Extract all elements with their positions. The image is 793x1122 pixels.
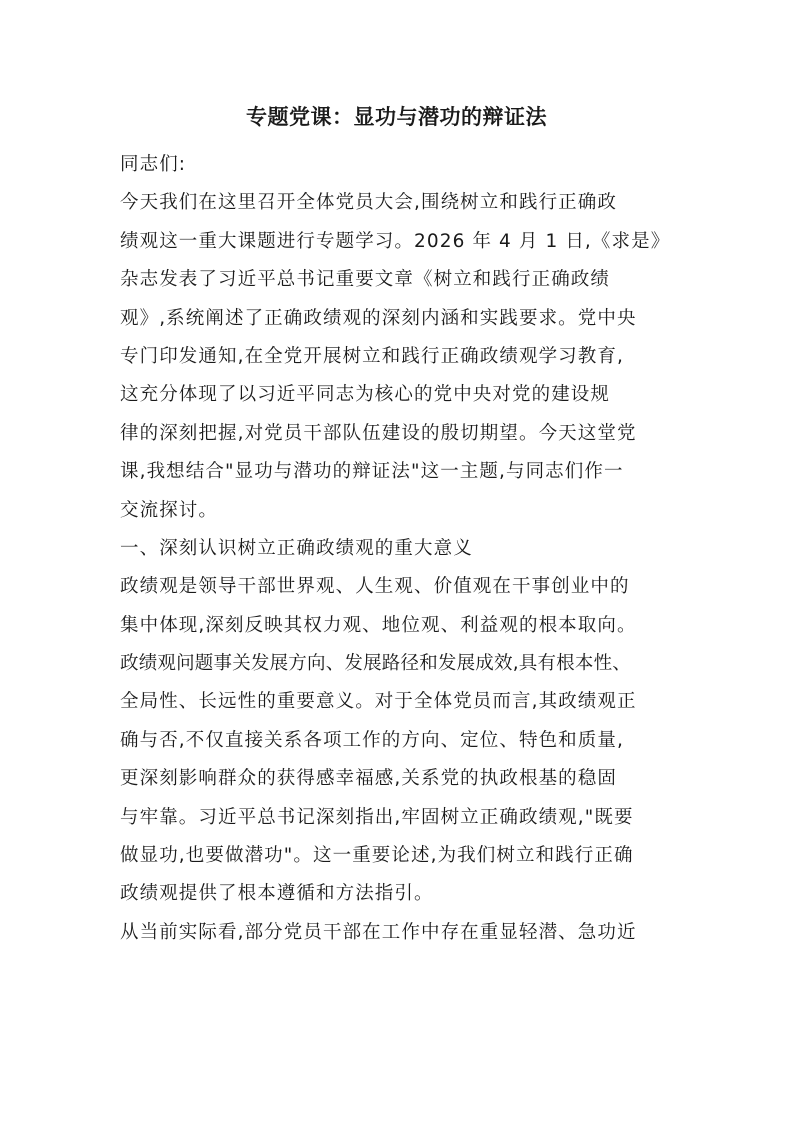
- paragraph-line: 更深刻影响群众的获得感幸福感,关系党的执政根基的稳固: [120, 768, 617, 790]
- salutation-line: 同志们:: [120, 154, 187, 175]
- paragraph-line: 做显功,也要做潜功"。这一重要论述,为我们树立和践行正确: [120, 845, 634, 867]
- paragraph-line: 政绩观是领导干部世界观、人生观、价值观在干事创业中的: [120, 576, 630, 598]
- paragraph-line: 与牢靠。习近平总书记深刻指出,牢固树立正确政绩观,"既要: [120, 806, 634, 828]
- paragraph-line: 交流探讨。: [120, 499, 219, 521]
- section-heading: 一、深刻认识树立正确政绩观的重大意义: [120, 537, 473, 559]
- paragraph-line: 课,我想结合"显功与潜功的辩证法"这一主题,与同志们作一: [120, 461, 624, 483]
- paragraph-line: 政绩观问题事关发展方向、发展路径和发展成效,具有根本性、: [120, 653, 631, 675]
- paragraph-line: 从当前实际看,部分党员干部在工作中存在重显轻潜、急功近: [120, 921, 637, 943]
- document-body: [120, 146, 690, 952]
- paragraph-line: 确与否,不仅直接关系各项工作的方向、定位、特色和质量,: [120, 729, 624, 751]
- paragraph-line: 专门印发通知,在全党开展树立和践行正确政绩观学习教育,: [120, 345, 624, 367]
- paragraph-line: 全局性、长远性的重要意义。对于全体党员而言,其政绩观正: [120, 691, 637, 713]
- paragraph-line: 这充分体现了以习近平同志为核心的党中央对党的建设规: [120, 384, 611, 406]
- paragraph-line: 集中体现,深刻反映其权力观、地位观、利益观的根本取向。: [120, 614, 637, 636]
- paragraph-line: 政绩观提供了根本遵循和方法指引。: [120, 883, 434, 905]
- paragraph-line: 律的深刻把握,对党员干部队伍建设的殷切期望。今天这堂党: [120, 422, 637, 444]
- paragraph-line: 杂志发表了习近平总书记重要文章《树立和践行正确政绩: [120, 269, 611, 291]
- document-title: 专题党课：显功与潜功的辩证法: [246, 105, 547, 129]
- paragraph-line: 今天我们在这里召开全体党员大会,围绕树立和践行正确政: [120, 192, 617, 214]
- paragraph-line: 观》,系统阐述了正确政绩观的深刻内涵和实践要求。党中央: [120, 307, 637, 329]
- paragraph-line: 绩观这一重大课题进行专题学习。2026 年 4 月 1 日,《求是》: [120, 230, 671, 252]
